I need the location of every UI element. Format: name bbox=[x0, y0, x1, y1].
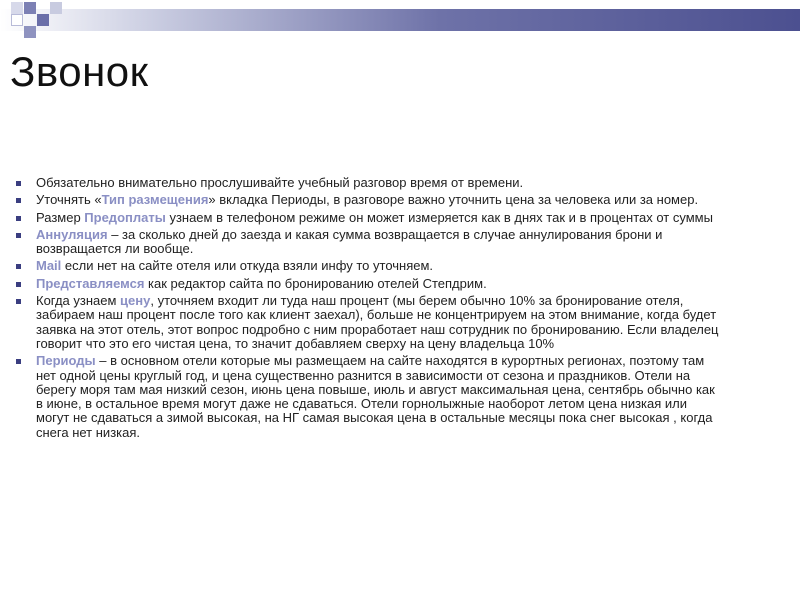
bullet-icon bbox=[16, 181, 21, 186]
bullet-icon bbox=[16, 216, 21, 221]
list-item bbox=[14, 294, 719, 351]
list-item bbox=[14, 277, 719, 291]
item-text: » вкладка Периоды, в разговоре важно уточнить цена за человека или за номер. bbox=[208, 192, 699, 208]
decorative-square bbox=[24, 26, 36, 38]
highlight-term: Mail bbox=[36, 258, 62, 274]
bullet-list bbox=[14, 176, 719, 443]
item-text: Когда узнаем bbox=[36, 293, 121, 309]
highlight-term: Аннуляция bbox=[36, 226, 108, 242]
slide-title: Звонок bbox=[10, 48, 149, 95]
decorative-square bbox=[11, 14, 23, 26]
bullet-icon bbox=[16, 264, 21, 269]
list-item bbox=[14, 211, 719, 225]
item-text: Обязательно внимательно прослушивайте учебный разговор время от времени. bbox=[36, 175, 524, 190]
bullet-icon bbox=[16, 282, 21, 287]
item-text: Размер bbox=[36, 209, 85, 225]
bullet-icon bbox=[16, 359, 21, 364]
bullet-icon bbox=[16, 299, 21, 304]
decorative-square bbox=[37, 14, 49, 26]
highlight-term: Предоплаты bbox=[84, 209, 166, 225]
highlight-term: Тип размещения bbox=[101, 192, 209, 208]
decorative-square bbox=[11, 2, 23, 14]
item-text: – в основном отели которые мы размещаем на сайте находятся в курортных регионах, поэтому там нет одной цены круглый год, и цена существенно разнится в зависимости от сезона и праздников. Отели на берегу моря там мая низкий сезон, июнь цена повыше, июль и август максимальная цена, сентябрь обычно как в июне, в остальное время могут даже не сдаваться. Отели горнолыжные наоборот летом цена низкая или могут не сдаваться а зимой высокая, на НГ самая высокая цена в остальные месяцы пока снег высокая , когда снега нет низкая. bbox=[36, 353, 715, 440]
list-item bbox=[14, 193, 719, 207]
item-text: – за сколько дней до заезда и какая сумма возвращается в случае аннулирования брони и возвращается ли вообще. bbox=[36, 226, 663, 257]
item-text: , уточняем входит ли туда наш процент (мы берем обычно 10% за бронирование отеля, забираем наш процент после того как клиент заехал), больше не концентрируем на этом внимание, когда будет заявка на этот отель, этот вопрос подробно с ним проработает наш сотрудник по бронированию. Если владелец говорит что это его чистая цена, то значит добавляем сверху на цену владельца 10% bbox=[36, 293, 719, 351]
header-band bbox=[0, 9, 800, 31]
item-text: узнаем в телефоном режиме он может измеряется как в днях так и в процентах от суммы bbox=[165, 209, 713, 225]
bullet-icon bbox=[16, 198, 21, 203]
item-text: как редактор сайта по бронированию отелей Степдрим. bbox=[144, 275, 487, 291]
item-text: если нет на сайте отеля или откуда взяли инфу то уточняем. bbox=[61, 258, 434, 274]
decorative-squares bbox=[0, 0, 70, 48]
highlight-term: Представляемся bbox=[36, 275, 145, 291]
list-item bbox=[14, 228, 719, 257]
list-item bbox=[14, 259, 719, 273]
item-text: Уточнять « bbox=[36, 192, 102, 208]
list-item bbox=[14, 176, 719, 190]
highlight-term: цену bbox=[120, 293, 151, 309]
list-item bbox=[14, 354, 719, 440]
bullet-icon bbox=[16, 233, 21, 238]
highlight-term: Периоды bbox=[36, 353, 96, 369]
decorative-square bbox=[50, 2, 62, 14]
decorative-square bbox=[24, 2, 36, 14]
